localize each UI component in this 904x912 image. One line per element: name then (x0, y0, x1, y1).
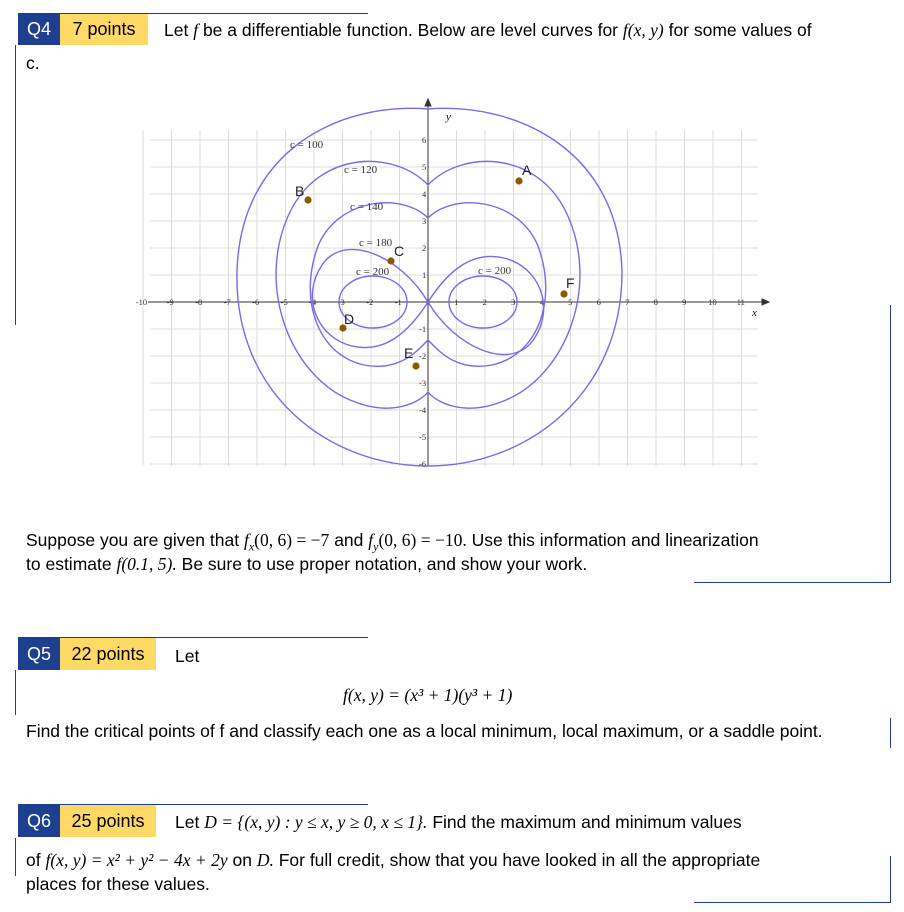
x-tick-label: 10 (708, 297, 717, 307)
question-number: Q5 (18, 638, 60, 670)
point-label: B (295, 183, 305, 199)
question-number: Q4 (18, 13, 60, 45)
y-tick-label: -4 (419, 405, 427, 415)
level-label: c = 140 (350, 201, 384, 213)
answer-box-border (890, 718, 891, 748)
q6-header (18, 805, 156, 837)
y-tick-label: 1 (422, 270, 427, 280)
q4-header (18, 13, 148, 45)
q5-intro: Let (175, 646, 200, 666)
x-tick-label: 3 (511, 297, 516, 307)
x-tick-label: 6 (596, 297, 601, 307)
point-b (304, 196, 311, 203)
x-tick-label: 7 (625, 297, 630, 307)
x-tick-label: 4 (539, 297, 544, 307)
y-tick-label: 4 (422, 189, 427, 199)
y-tick-label: -6 (419, 459, 427, 469)
point-label: A (522, 162, 532, 178)
point-label: E (404, 345, 414, 361)
level-label: c = 200 (356, 266, 390, 278)
q4-body-cont: to estimate f(0.1, 5). Be sure to use proper notation, and show your work. (26, 554, 588, 574)
level-curve-100 (237, 108, 622, 466)
x-tick-label: -8 (195, 297, 203, 307)
point-label: D (344, 311, 355, 327)
q4-intro: Let f be a differentiable function. Below are level curves for f(x, y) for some values of (164, 20, 812, 40)
y-axis-label: y (446, 111, 451, 123)
y-axis-arrow (425, 99, 431, 106)
x-tick-label: 5 (568, 297, 573, 307)
point-label: F (566, 275, 575, 291)
x-tick-label: -6 (252, 297, 260, 307)
y-tick-label: 6 (422, 135, 427, 145)
x-tick-label: -5 (280, 297, 288, 307)
answer-box-border (890, 305, 891, 582)
x-tick-label: -10 (135, 297, 148, 307)
y-tick-label: -2 (419, 351, 427, 361)
x-tick-label: -9 (166, 297, 174, 307)
y-tick-label: -3 (419, 378, 427, 388)
x-tick-label: 9 (682, 297, 687, 307)
y-tick-label: 3 (422, 216, 427, 226)
answer-box-border (890, 856, 891, 902)
level-curve-graph (135, 100, 770, 480)
answer-box-border (15, 838, 16, 876)
points-badge: 25 points (60, 805, 156, 837)
x-tick-label: -7 (223, 297, 231, 307)
answer-box-border (15, 670, 16, 715)
x-tick-label: 2 (482, 297, 487, 307)
level-label: c = 200 (478, 265, 512, 277)
points-badge: 22 points (60, 638, 156, 670)
q6-line3: places for these values. (26, 874, 210, 894)
x-tick-label: 11 (736, 297, 745, 307)
level-label: c = 180 (359, 237, 393, 249)
y-tick-label: 2 (422, 243, 427, 253)
x-tick-label: -3 (337, 297, 345, 307)
grid (143, 130, 758, 466)
level-label: c = 100 (290, 139, 324, 151)
x-tick-label: -2 (366, 297, 374, 307)
answer-box-border (15, 45, 16, 325)
answer-box-border (694, 582, 891, 583)
y-tick-label: -5 (419, 432, 427, 442)
question-number: Q6 (18, 805, 60, 837)
divider (18, 13, 368, 14)
q6-intro: Let D = {(x, y) : y ≤ x, y ≥ 0, x ≤ 1}. Find the maximum and minimum values (175, 812, 742, 832)
point-labels (295, 162, 575, 361)
axes (148, 99, 769, 466)
y-tick-label: -1 (419, 324, 427, 334)
answer-box-border (694, 902, 891, 903)
q5-header (18, 638, 156, 670)
q5-formula: f(x, y) = (x³ + 1)(y³ + 1) (343, 685, 513, 705)
x-tick-label: 8 (653, 297, 658, 307)
points-badge: 7 points (60, 13, 148, 45)
x-tick-label: 1 (454, 297, 459, 307)
point-a (515, 177, 522, 184)
x-tick-label: -4 (309, 297, 317, 307)
q4-intro-cont: c. (26, 53, 40, 73)
marked-points (304, 177, 567, 369)
q4-body: Suppose you are given that $f_x(0$, 6) = −7 and $f_y(0$, 6) = −10. Use this information and linearization (26, 530, 759, 554)
y-tick-label: 5 (422, 162, 427, 172)
x-axis-label: x (752, 307, 757, 319)
q5-task: Find the critical points of f and classify each one as a local minimum, local maximum, or a saddle point. (26, 721, 823, 741)
point-f (560, 290, 567, 297)
x-axis-arrow (762, 299, 769, 305)
q6-line2: of f(x, y) = x² + y² − 4x + 2y on D. For full credit, show that you have looked in all the appropriate (26, 850, 761, 870)
point-e (412, 362, 419, 369)
point-label: C (394, 243, 405, 259)
level-label: c = 120 (344, 164, 378, 176)
x-tick-label: -1 (394, 297, 402, 307)
level-curves (237, 108, 622, 466)
